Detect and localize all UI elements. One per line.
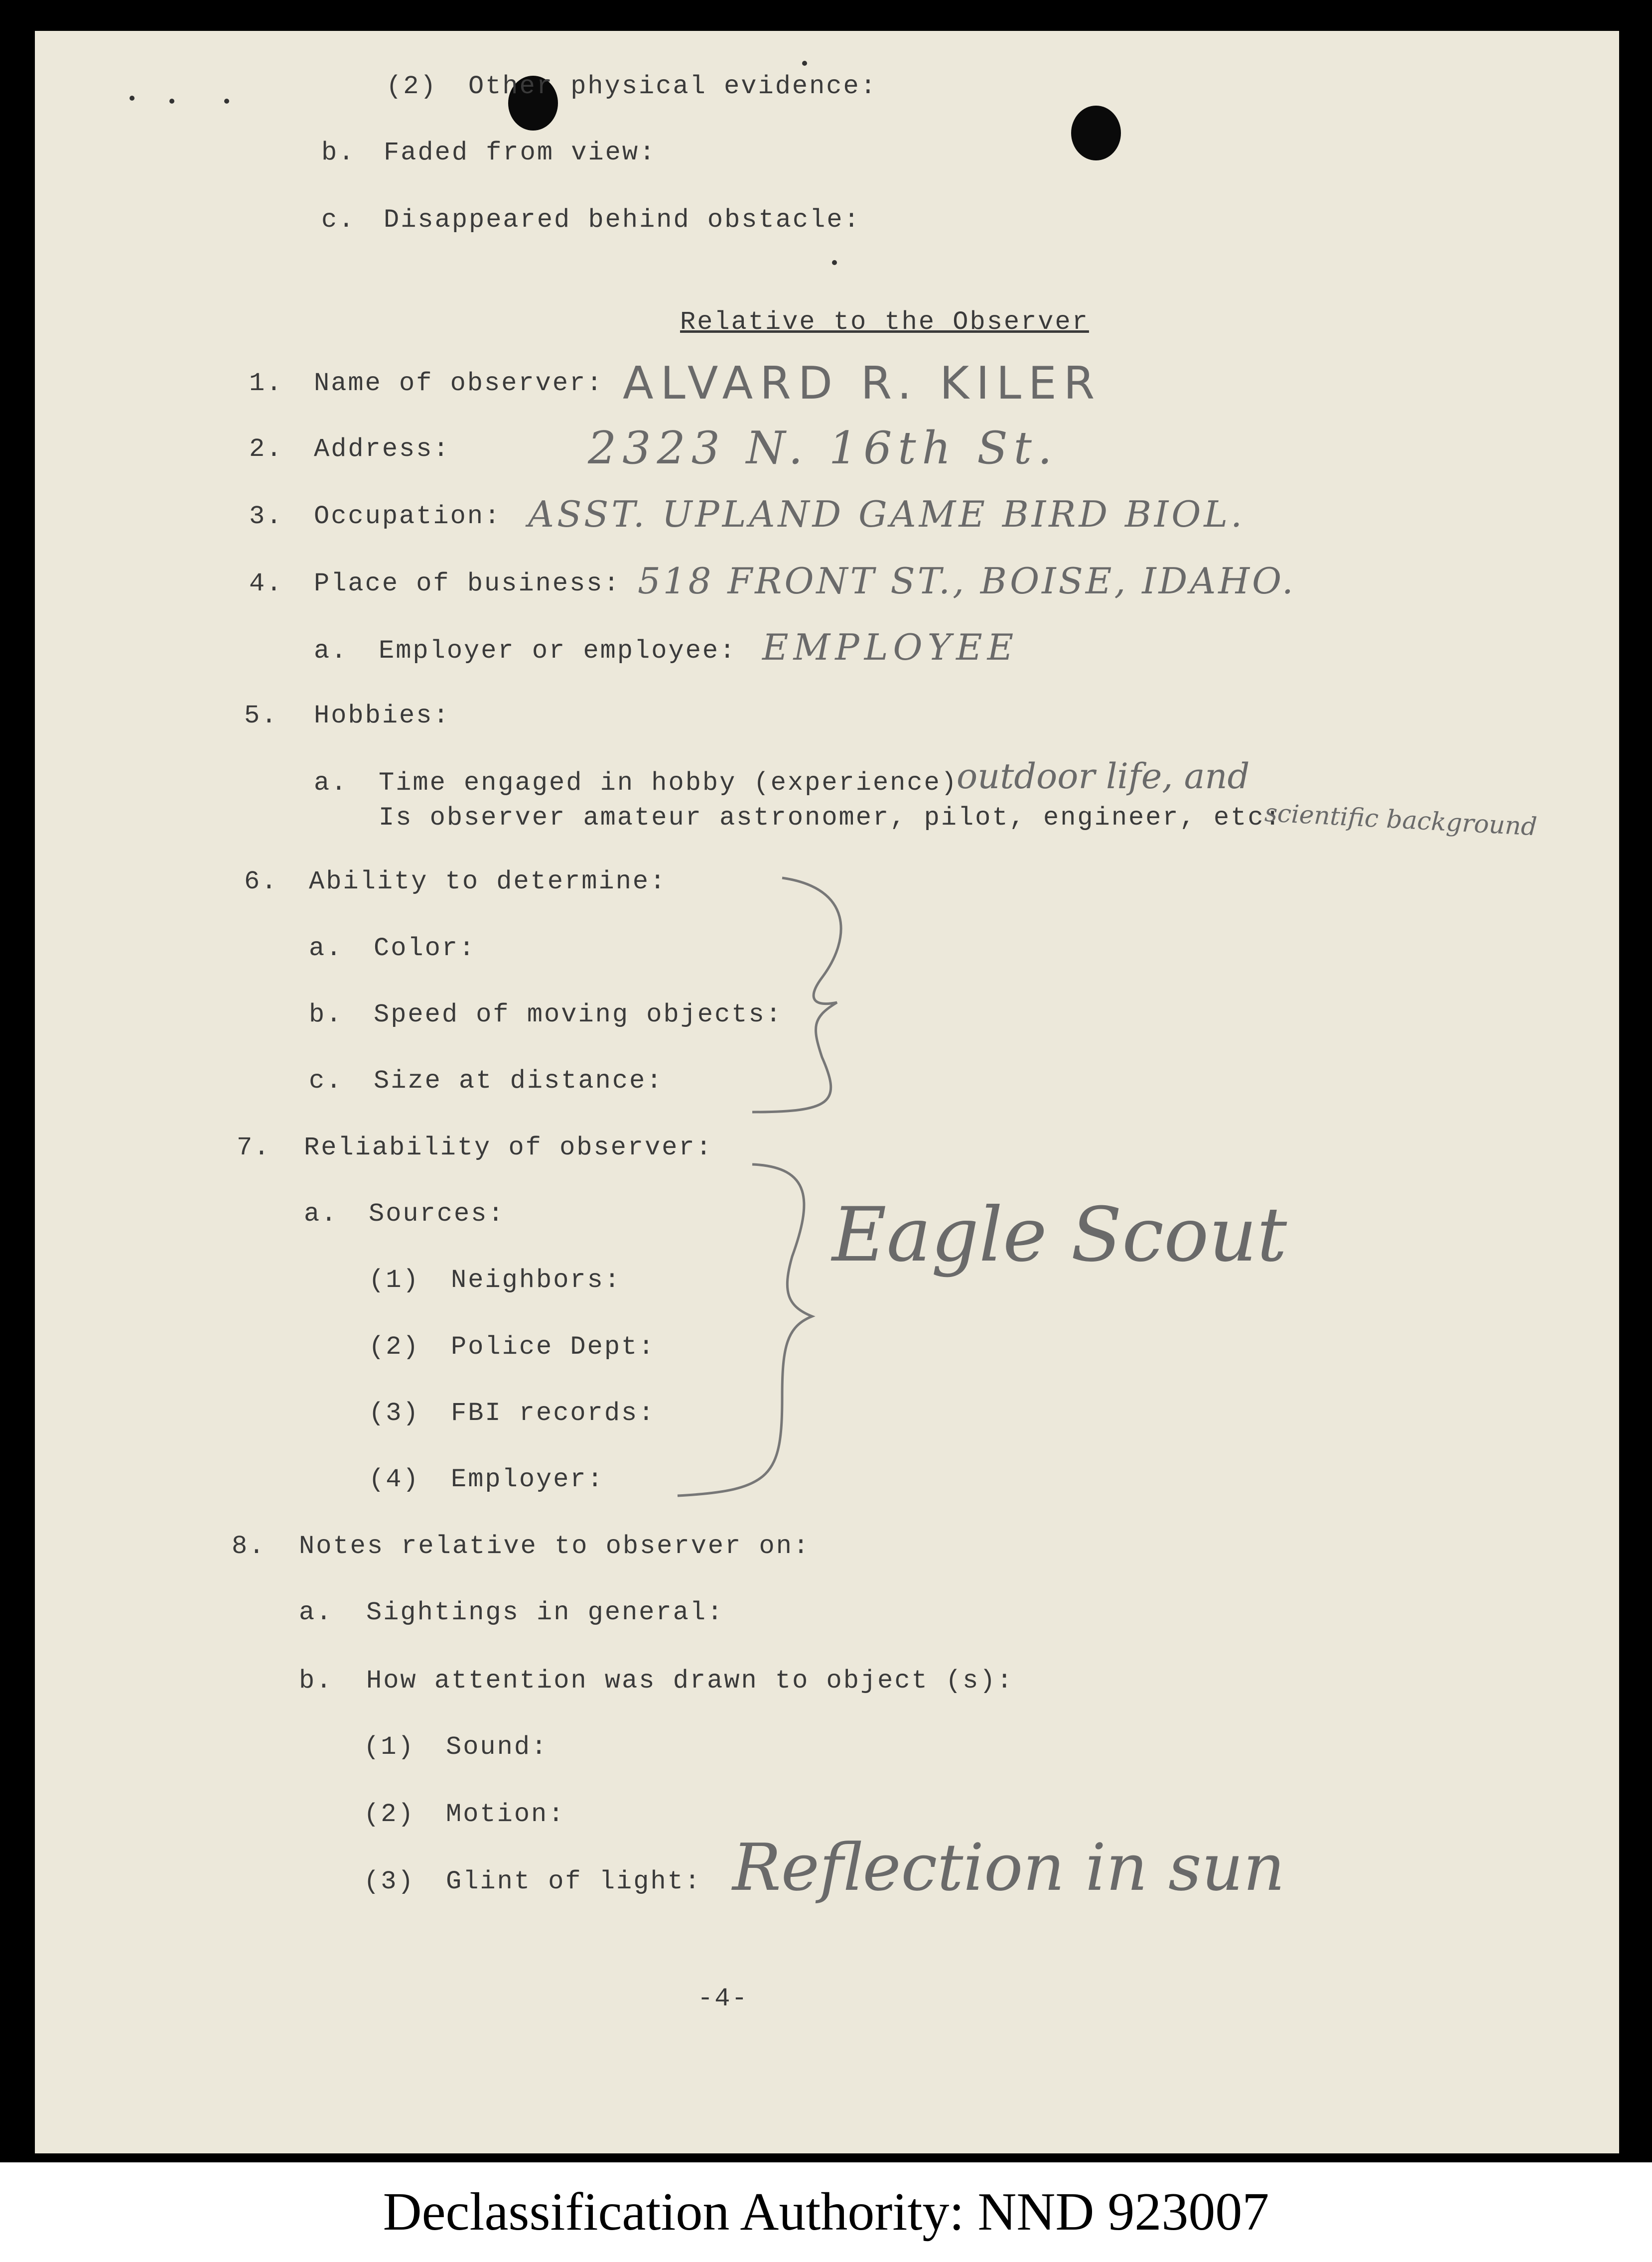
item-num: (2) xyxy=(369,1332,420,1362)
item-label: Sound: xyxy=(446,1732,549,1762)
item-num: c. xyxy=(309,1066,343,1096)
handwritten-glint: Reflection in sun xyxy=(732,1830,1285,1905)
section-heading: Relative to the Observer xyxy=(680,307,1089,337)
declassification-footer: Declassification Authority: NND 923007 xyxy=(383,2182,1269,2242)
item-num: (3) xyxy=(369,1399,420,1428)
item-label: Speed of moving objects: xyxy=(374,1000,783,1029)
handwritten-business: 518 FRONT ST., BOISE, IDAHO. xyxy=(638,560,1296,602)
item-label: Name of observer: xyxy=(314,369,604,398)
item-label: FBI records: xyxy=(451,1399,656,1428)
item-label: Color: xyxy=(374,934,476,963)
item-num: a. xyxy=(299,1598,333,1627)
item-label: Notes relative to observer on: xyxy=(299,1532,811,1561)
handwritten-hobby-2: scientific background xyxy=(1263,798,1538,842)
footer-bar xyxy=(0,2162,1652,2262)
item-label: How attention was drawn to object (s): xyxy=(366,1666,1014,1696)
item-num: (2) xyxy=(364,1800,415,1829)
item-num: 6. xyxy=(244,867,278,896)
item-label: Glint of light: xyxy=(446,1867,702,1896)
item-num: b. xyxy=(321,138,356,167)
handwritten-employer: EMPLOYEE xyxy=(762,626,1019,668)
page-number: -4- xyxy=(697,1984,749,2013)
item-label: Place of business: xyxy=(314,569,621,598)
item-label: Occupation: xyxy=(314,502,502,531)
item-num: 1. xyxy=(249,369,283,398)
item-label: Faded from view: xyxy=(384,138,657,167)
item-num: 8. xyxy=(232,1532,266,1561)
item-label: Size at distance: xyxy=(374,1066,664,1096)
item-num: b. xyxy=(299,1666,333,1696)
item-label: Other physical evidence: xyxy=(468,72,877,101)
item-label: Employer: xyxy=(451,1465,604,1494)
item-label: Sources: xyxy=(369,1199,505,1229)
item-num: a. xyxy=(309,934,343,963)
item-label: Neighbors: xyxy=(451,1266,622,1295)
item-num: (1) xyxy=(369,1266,420,1295)
item-num: (1) xyxy=(364,1732,415,1762)
item-num: a. xyxy=(314,768,348,798)
item-label: Police Dept: xyxy=(451,1332,656,1362)
item-num: 4. xyxy=(249,569,283,598)
item-num: 5. xyxy=(244,701,278,730)
item-label: Time engaged in hobby (experience) xyxy=(379,768,958,798)
item-num: b. xyxy=(309,1000,343,1029)
item-num: a. xyxy=(314,636,348,666)
item-label: Is observer amateur astronomer, pilot, engineer, etc: xyxy=(379,803,1282,833)
item-label: Motion: xyxy=(446,1800,565,1829)
document-page xyxy=(35,31,1619,2153)
item-label: Ability to determine: xyxy=(309,867,667,896)
item-label: Address: xyxy=(314,434,450,464)
item-num: a. xyxy=(304,1199,338,1229)
item-num: 7. xyxy=(237,1133,271,1162)
item-label: Employer or employee: xyxy=(379,636,737,666)
item-label: Sightings in general: xyxy=(366,1598,724,1627)
handwritten-occupation: ASST. UPLAND GAME BIRD BIOL. xyxy=(528,493,1245,535)
handwritten-reliability: Eagle Scout xyxy=(832,1192,1287,1278)
handwritten-name: ALVARD R. KILER xyxy=(623,357,1102,410)
item-label: Disappeared behind obstacle: xyxy=(384,205,861,235)
item-num: (3) xyxy=(364,1867,415,1896)
item-label: Reliability of observer: xyxy=(304,1133,713,1162)
item-num: (4) xyxy=(369,1465,420,1494)
item-num: c. xyxy=(321,205,356,235)
item-num: (2) xyxy=(386,72,437,101)
item-num: 2. xyxy=(249,434,283,464)
handwritten-hobby: outdoor life, and xyxy=(957,756,1250,797)
handwritten-address: 2323 N. 16th St. xyxy=(588,422,1058,474)
item-num: 3. xyxy=(249,502,283,531)
item-label: Hobbies: xyxy=(314,701,450,730)
